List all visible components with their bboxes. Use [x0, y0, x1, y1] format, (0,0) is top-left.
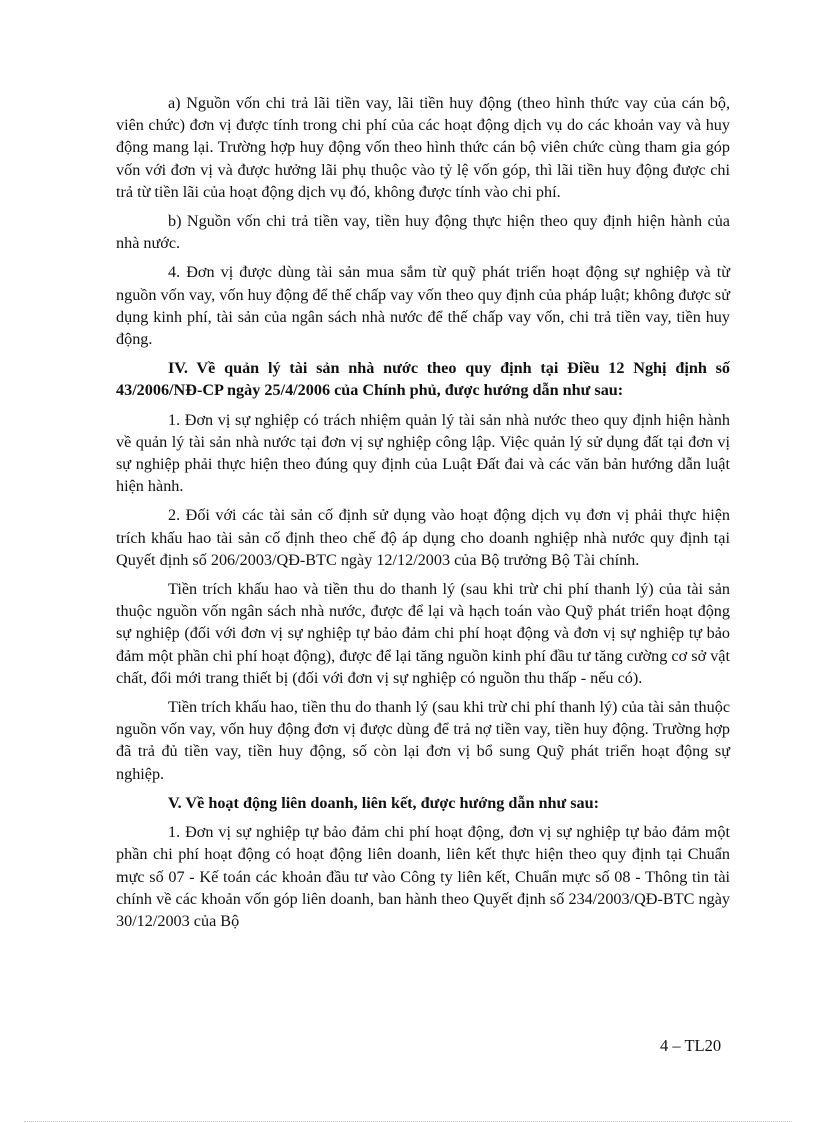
- paragraph-4-collateral: 4. Đơn vị được dùng tài sản mua sắm từ quỹ phát triển hoạt động sự nghiệp và từ nguồn vốn vay, vốn huy động để thế chấp vay vốn theo quy định của pháp luật; không được sử dụng kinh phí, tài sản của ngân sách nhà nước để thế chấp vay vốn, chi trả tiền vay, tiền huy động.: [116, 263, 730, 349]
- paragraph-iv-1-asset-management: 1. Đơn vị sự nghiệp có trách nhiệm quản lý tài sản nhà nước theo quy định hiện hành về quản lý tài sản nhà nước tại đơn vị sự nghiệp công lập. Việc quản lý sử dụng đất tại đơn vị sự nghiệp phải thực hiện theo đúng quy định của Luật Đất đai và các văn bản hướng dẫn luật hiện hành.: [116, 410, 730, 496]
- paragraph-a-interest-payment: a) Nguồn vốn chi trả lãi tiền vay, lãi tiền huy động (theo hình thức vay của cán bộ, viên chức) đơn vị được tính trong chi phí của các hoạt động dịch vụ do các khoản vay và huy động mang lại. Trường hợp huy động vốn theo hình thức cán bộ viên chức cùng tham gia góp vốn với đơn vị và được hưởng lãi phụ thuộc vào tỷ lệ vốn góp, thì lãi tiền huy động được chi trả từ tiền lãi của hoạt động dịch vụ đó, không được tính vào chi phí.: [116, 94, 730, 201]
- paragraph-depreciation-state-budget: Tiền trích khấu hao và tiền thu do thanh lý (sau khi trừ chi phí thanh lý) của tài sản thuộc nguồn vốn ngân sách nhà nước, được để lại và hạch toán vào Quỹ phát triển hoạt động sự nghiệp (đối với đơn vị sự nghiệp tự bảo đảm chi phí hoạt động và đơn vị sự nghiệp tự bảo đảm một phần chi phí hoạt động), được để lại tăng nguồn kinh phí đầu tư tăng cường cơ sở vật chất, đổi mới trang thiết bị (đối với đơn vị sự nghiệp có nguồn thu thấp - nếu có).: [116, 580, 730, 687]
- section-heading-v: V. Về hoạt động liên doanh, liên kết, được hướng dẫn như sau:: [168, 793, 600, 812]
- paragraph-depreciation-loan-capital: Tiền trích khấu hao, tiền thu do thanh lý (sau khi trừ chi phí thanh lý) của tài sản thuộc nguồn vốn vay, vốn huy động đơn vị được dùng để trả nợ tiền vay, tiền huy động. Trường hợp đã trả đủ tiền vay, tiền huy động, số còn lại đơn vị bổ sung Quỹ phát triển hoạt động sự nghiệp.: [116, 698, 730, 783]
- page-bottom-divider: [24, 1121, 792, 1122]
- page-number: 4 – TL20: [660, 1036, 722, 1055]
- paragraph-b-loan-repayment: b) Nguồn vốn chi trả tiền vay, tiền huy động thực hiện theo quy định hiện hành của nhà nước.: [116, 212, 730, 253]
- document-body: [116, 92, 730, 939]
- paragraph-iv-2-depreciation: 2. Đối với các tài sản cố định sử dụng vào hoạt động dịch vụ đơn vị phải thực hiện trích khấu hao tài sản cố định theo chế độ áp dụng cho doanh nghiệp nhà nước quy định tại Quyết định số 206/2003/QĐ-BTC ngày 12/12/2003 của Bộ trưởng Bộ Tài chính.: [116, 506, 730, 569]
- paragraph-v-1-joint-venture: 1. Đơn vị sự nghiệp tự bảo đảm chi phí hoạt động, đơn vị sự nghiệp tự bảo đảm một phần chi phí hoạt động có hoạt động liên doanh, liên kết thực hiện theo quy định tại Chuẩn mực số 07 - Kế toán các khoản đầu tư vào Công ty liên kết, Chuẩn mực số 08 - Thông tin tài chính về các khoản vốn góp liên doanh, ban hành theo Quyết định số 234/2003/QĐ-BTC ngày 30/12/2003 của Bộ: [116, 823, 730, 930]
- section-heading-iv: IV. Về quản lý tài sản nhà nước theo quy định tại Điều 12 Nghị định số 43/2006/NĐ-CP ngày 25/4/2006 của Chính phủ, được hướng dẫn như sau:: [116, 359, 730, 400]
